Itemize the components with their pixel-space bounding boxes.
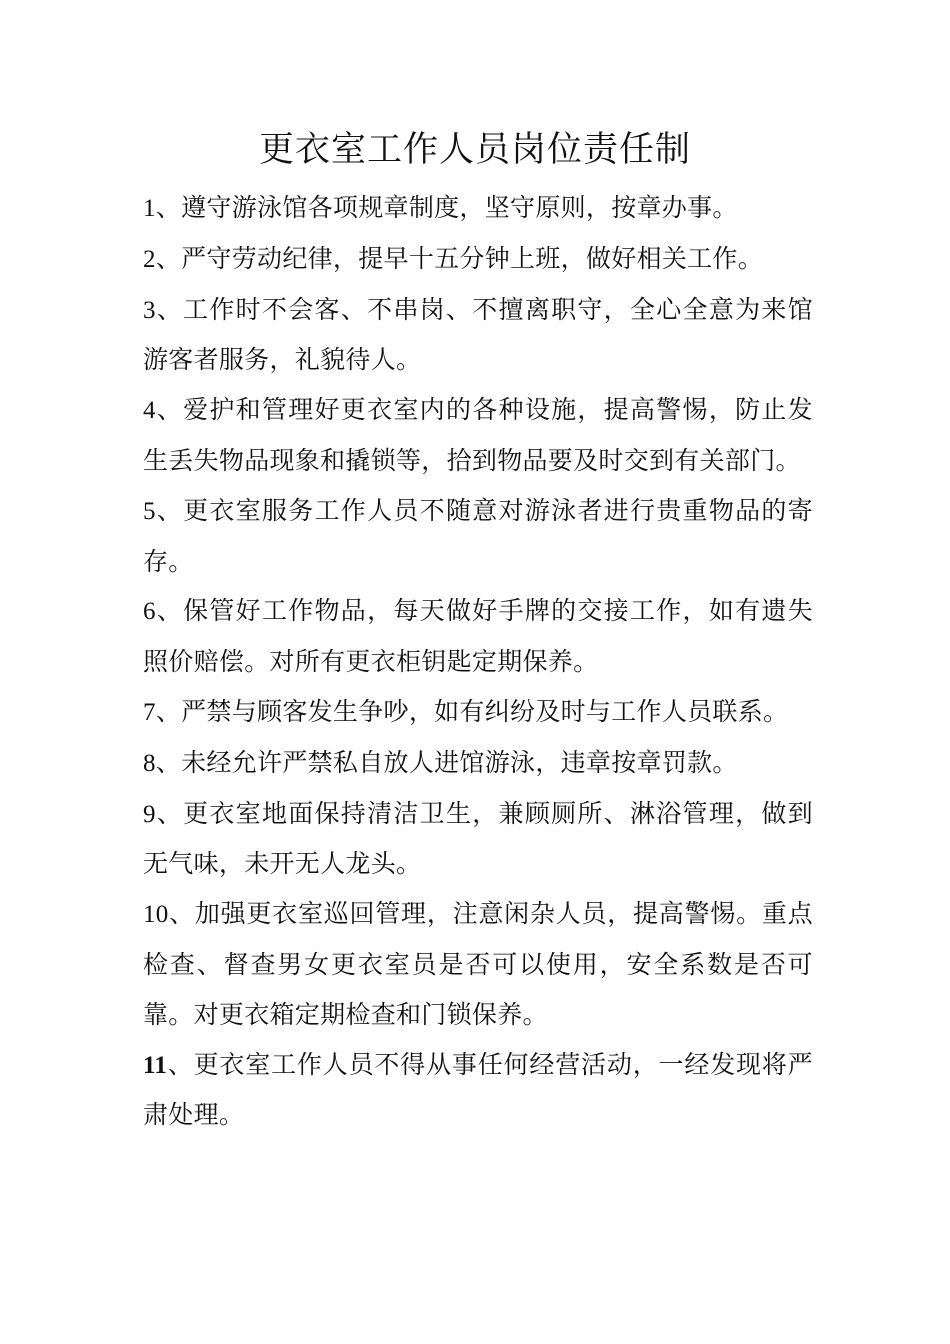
list-item [143,889,813,1039]
item-number: 1 [143,195,156,222]
list-item [143,285,813,386]
list-item [143,687,813,738]
item-text: 、更衣室服务工作人员不随意对游泳者进行贵重物品的寄存。 [143,495,813,576]
item-text: 、更衣室地面保持清洁卫生，兼顾厕所、淋浴管理，做到无气味，未开无人龙头。 [143,798,813,879]
item-text: 、未经允许严禁私自放人进馆游泳，违章按章罚款。 [155,747,738,777]
item-text: 、严禁与顾客发生争吵，如有纠纷及时与工作人员联系。 [155,696,789,726]
item-text: 、爱护和管理好更衣室内的各种设施，提高警惕，防止发生丢失物品现象和撬锁等，拾到物品要及时交到有关部门。 [143,395,813,475]
item-number: 8 [143,749,156,777]
item-number: 11 [143,1051,168,1079]
list-item [143,789,813,890]
item-number: 5 [143,497,156,525]
item-number: 3 [143,296,156,324]
item-number: 4 [143,397,156,425]
item-text: 、遵守游泳馆各项规章制度，坚守原则，按章办事。 [155,193,738,222]
item-number: 10 [143,901,169,929]
item-number: 9 [143,800,156,828]
item-text: 、工作时不会客、不串岗、不擅离职守，全心全意为来馆游客者服务，礼貌待人。 [143,294,813,375]
item-number: 7 [143,698,156,726]
item-text: 、严守劳动纪律，提早十五分钟上班，做好相关工作。 [155,243,764,273]
list-item [143,586,813,687]
document-body [143,183,813,1140]
list-item [143,486,813,587]
list-item [143,738,813,789]
list-item [143,234,813,285]
item-number: 6 [143,598,156,626]
list-item [143,183,813,234]
document-title: 更衣室工作人员岗位责任制 [258,130,691,170]
item-text: 、保管好工作物品，每天做好手牌的交接工作，如有遗失照价赔偿。对所有更衣柜钥匙定期保养。 [143,596,813,677]
list-item [143,1040,813,1141]
item-text: 、加强更衣室巡回管理，注意闲杂人员，提高警惕。重点检查、督查男女更衣室员是否可以使用，安全系数是否可靠。对更衣箱定期检查和门锁保养。 [143,899,813,1029]
list-item [143,385,813,486]
item-text: 、更衣室工作人员不得从事任何经营活动，一经发现将严肃处理。 [143,1049,813,1130]
item-number: 2 [143,245,156,273]
